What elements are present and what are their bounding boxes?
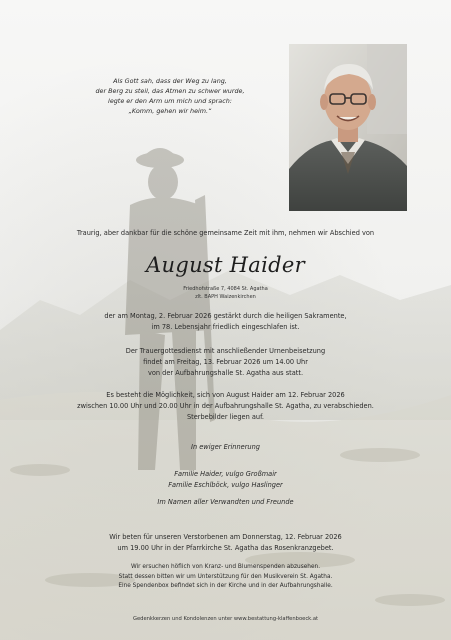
prayer-line: um 19.00 Uhr in der Pfarrkirche St. Agatha das Rosenkranzgebet.	[117, 544, 334, 552]
viewing-line: zwischen 10.00 Uhr und 20.00 Uhr in der Aufbahrungshalle St. Agatha, zu verabschieden.	[77, 402, 374, 410]
poem-line: „Komm, gehen wir heim.“	[128, 107, 212, 115]
funeral-service	[0, 346, 451, 379]
memory-line: In ewiger Erinnerung	[191, 443, 260, 451]
prayer-line: Wir beten für unseren Verstorbenen am Donnerstag, 12. Februar 2026	[109, 533, 342, 541]
service-line: Der Trauergottesdienst mit anschließender Urnenbeisetzung	[125, 347, 326, 355]
service-line: von der Aufbahrungshalle St. Agatha aus statt.	[147, 369, 304, 377]
donation-line: Statt dessen bitten wir um Unterstützung für den Musikverein St. Agatha.	[118, 573, 333, 580]
death-line: der am Montag, 2. Februar 2026 gestärkt durch die heiligen Sakramente,	[104, 312, 347, 320]
deceased-name: August Haider	[146, 253, 305, 277]
poem-line: der Berg zu steil, das Atmen zu schwer wurde,	[95, 87, 245, 95]
poem-line: Als Gott sah, dass der Weg zu lang,	[113, 77, 227, 85]
service-line: findet am Freitag, 13. Februar 2026 um 14.00 Uhr	[143, 358, 308, 366]
portrait-illustration	[289, 44, 407, 211]
viewing-notice	[0, 390, 451, 423]
poem	[70, 76, 270, 116]
condolence-footer: Gedenkkerzen und Kondolenzen unter www.bestattung-klaffenboeck.at	[132, 616, 319, 622]
address-line-2: zlt. BAPH Waizenkirchen	[195, 294, 256, 300]
intro-text: Traurig, aber dankbar für die schöne gemeinsame Zeit mit ihm, nehmen wir Abschied von	[76, 229, 375, 237]
all-relatives-line: Im Namen aller Verwandten und Freunde	[157, 498, 294, 506]
donation-notice	[0, 563, 451, 592]
donation-line: Eine Spendenbox befindet sich in der Kirche und in der Aufbahrungshalle.	[118, 583, 333, 589]
poem-line: legte er den Arm um mich und sprach:	[108, 97, 232, 105]
deceased-address	[0, 285, 451, 301]
death-notice	[0, 311, 451, 333]
families	[0, 469, 451, 491]
rosary-notice	[0, 532, 451, 554]
viewing-line: Es besteht die Möglichkeit, sich von August Haider am 12. Februar 2026	[106, 391, 345, 399]
death-line: im 78. Lebensjahr friedlich eingeschlafen ist.	[151, 323, 300, 331]
address-line: Friedhofstraße 7, 4084 St. Agatha	[183, 286, 268, 292]
family-line: Familie Eschlböck, vulgo Haslinger	[168, 481, 283, 489]
family-line: Familie Haider, vulgo Großmair	[174, 470, 277, 478]
viewing-line: Sterbebilder liegen auf.	[186, 413, 265, 421]
portrait-photo	[289, 44, 407, 211]
donation-line: Wir ersuchen höflich von Kranz- und Blumenspenden abzusehen.	[130, 564, 321, 570]
